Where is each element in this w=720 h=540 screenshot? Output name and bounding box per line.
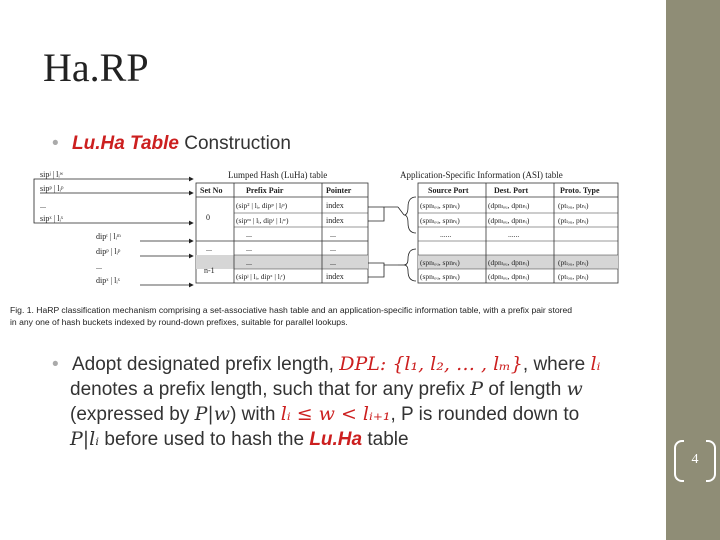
bullet-marker: •: [52, 354, 59, 375]
bullet-line: [52, 427, 652, 452]
left-input: ...: [40, 201, 46, 210]
mid-input: dipˣ | lᵢˣ: [96, 276, 120, 285]
asi-cell: (spnₗₒᵤ, spnₕᵢ): [420, 201, 460, 210]
asi-cell: (dpnₗₒᵤ, dpnₕᵢ): [488, 201, 530, 210]
caption-line: in any one of hash buckets indexed by round-down prefixes, suitable for parallel lookups.: [10, 317, 348, 327]
asi-cell: ......: [440, 230, 452, 239]
destination-input-lines: [140, 241, 193, 285]
luha-pair: ...: [246, 258, 252, 267]
luha-table: [196, 183, 368, 283]
luha-highlight: Lu.Ha: [309, 429, 363, 450]
luha-pair: ...: [246, 244, 252, 253]
asi-cell: ......: [508, 230, 520, 239]
luha-pointer: index: [326, 216, 344, 225]
text: (expressed by: [70, 404, 195, 425]
asi-table-title: Application-Specific Information (ASI) table: [400, 170, 563, 180]
luha-set: n-1: [204, 266, 215, 275]
luha-set: ...: [206, 244, 212, 253]
bullet-luha-construction: [52, 133, 291, 155]
luha-pair: ...: [246, 230, 252, 239]
mid-input: ...: [96, 262, 102, 271]
luha-header: Prefix Pair: [246, 186, 284, 195]
text: before used to hash the: [99, 429, 310, 450]
bullet-text: Construction: [178, 133, 291, 154]
asi-cell: (ptₗₒᵤ, ptₕᵢ): [558, 258, 589, 267]
text: denotes a prefix length, such that for any prefix: [70, 379, 471, 400]
destination-prefix-inputs: [96, 232, 121, 285]
luha-pair: (sipʲ | lᵢ, dipˣ | lᵢʳ): [236, 272, 286, 281]
bullet-line: [52, 402, 652, 427]
source-prefix-inputs: [40, 170, 64, 223]
li-math: lᵢ: [590, 353, 601, 375]
figure-caption: [10, 304, 660, 328]
text: Adopt designated prefix length,: [72, 354, 340, 375]
asi-cell: (spnₗₒᵤ, spnₕᵢ): [420, 258, 460, 267]
asi-cell: (spnₗₒᵤ, spnₕᵢ): [420, 272, 460, 281]
asi-header: Proto. Type: [560, 186, 600, 195]
mid-input: dipᵗ | lᵢᵐ: [96, 232, 121, 241]
asi-header: Source Port: [428, 186, 469, 195]
luha-pointer: ...: [330, 258, 336, 267]
asi-cell: (dpnₗₒᵤ, dpnₕᵢ): [488, 272, 530, 281]
luha-pointer: ...: [330, 244, 336, 253]
page-number: 4: [691, 452, 699, 467]
math: w: [566, 378, 583, 400]
luha-pointer: index: [326, 272, 344, 281]
luha-pair: (sipᵐ | lᵢ, dipᵗ | lᵢʷ): [236, 216, 289, 225]
pointer-connectors: [368, 197, 416, 281]
bullet-dpl: [52, 352, 652, 452]
range-math: lᵢ ≤ w < lᵢ₊₁: [280, 403, 391, 425]
text: of length: [483, 379, 567, 400]
caption-line: Fig. 1. HaRP classification mechanism comprising a set-associative hash table and an application-specific information table, with a prefix pair stored: [10, 305, 573, 315]
luha-table-title: Lumped Hash (LuHa) table: [228, 170, 328, 180]
luha-set: 0: [206, 213, 210, 222]
text: , where: [522, 354, 591, 375]
bullet-marker: •: [52, 133, 59, 154]
left-input: sipˣ | lᵢˣ: [40, 214, 64, 223]
luha-pointer: index: [326, 201, 344, 210]
asi-cell: (spnₗₒᵤ, spnₕᵢ): [420, 216, 460, 225]
text: , P is rounded down to: [390, 404, 580, 425]
asi-table: [418, 183, 618, 283]
mid-input: dipᵖ | lᵢᵖ: [96, 247, 121, 256]
asi-cell: (dpnₗₒᵤ, dpnₕᵢ): [488, 216, 530, 225]
bullet-line: [52, 352, 652, 377]
luha-header: Pointer: [326, 186, 352, 195]
math: P|lᵢ: [70, 428, 100, 450]
math: P: [470, 378, 484, 400]
slide-title: Ha.RP: [43, 45, 149, 90]
left-input: sipʲ | lᵢʷ: [40, 170, 64, 179]
asi-cell: (dpnₗₒᵤ, dpnₕᵢ): [488, 258, 530, 267]
luha-header: Set No: [200, 186, 223, 195]
asi-cell: (ptₗₒᵤ, ptₕᵢ): [558, 272, 589, 281]
dpl-math: DPL: {l₁, l₂, … , lₘ}: [339, 353, 523, 375]
bullet-line: [52, 377, 652, 402]
left-input: sipᵖ | lᵢᵖ: [40, 184, 64, 193]
asi-cell: (ptₗₒᵤ, ptₕᵢ): [558, 216, 589, 225]
text: ) with: [230, 404, 281, 425]
text: table: [362, 429, 409, 450]
luha-table-highlight: Lu.Ha Table: [72, 133, 179, 154]
page-number-badge: [674, 440, 716, 480]
luha-pair: (sip² | lᵢ, dipᵖ | lᵢᵖ): [236, 201, 288, 210]
luha-pointer: ...: [330, 230, 336, 239]
asi-header: Dest. Port: [494, 186, 529, 195]
math: P|w: [194, 403, 231, 425]
asi-cell: (ptₗₒᵤ, ptₕᵢ): [558, 201, 589, 210]
